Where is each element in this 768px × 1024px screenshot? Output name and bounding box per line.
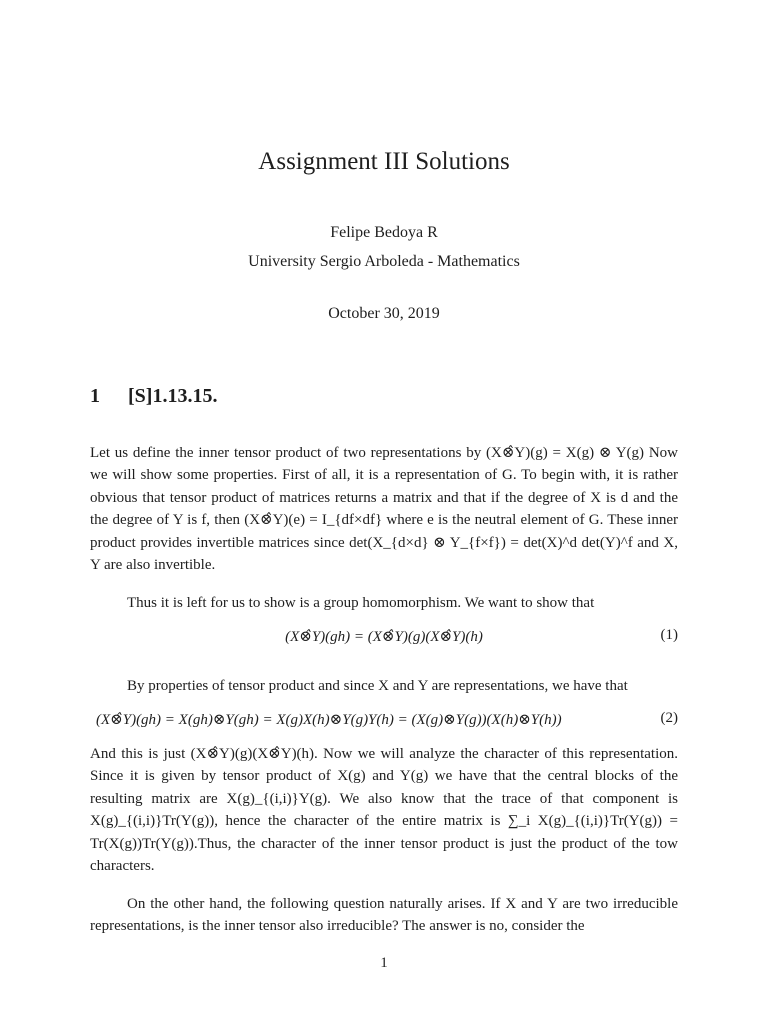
author-name: Felipe Bedoya R [330,224,438,241]
section-title: [S]1.13.15. [128,385,218,407]
section-heading [90,385,217,408]
equation-1-tag: (1) [660,627,678,643]
equation-1-expression: (X⊗̂Y)(gh) = (X⊗̂Y)(g)(X⊗̂Y)(h) [285,629,483,645]
author-affiliation: University Sergio Arboleda - Mathematics [248,253,520,270]
equation-1 [90,627,678,649]
equation-2-tag: (2) [660,710,678,726]
paragraph-definition: Let us define the inner tensor product of two representations by (X⊗̂Y)(g) = X(g) ⊗ Y(g) Now we will show some properties. First of all, it is a representation of G. To begin with, it is rather obvious that tensor product of matrices returns a matrix and that if the degree of X is d and the the degree of Y is f, then (X⊗̂Y)(e) = I_{df×df} where e is the neutral element of G. These inner product provides invertible matrices since det(X_{d×d} ⊗ Y_{f×f}) = det(X)^d det(Y)^f and X, Y are also invertible. [90,445,678,574]
document-date: October 30, 2019 [328,305,440,322]
equation-2 [90,710,678,732]
page-title: Assignment III Solutions [258,148,510,175]
equation-2-expression: (X⊗̂Y)(gh) = X(gh)⊗Y(gh) = X(g)X(h)⊗Y(g)Y(h) = (X(g)⊗Y(g))(X(h)⊗Y(h)) [96,712,562,728]
paragraph-irreducible: On the other hand, the following question naturally arises. If X and Y are two irreducible representations, is the inner tensor also irreducible? The answer is no, consider the [90,896,678,935]
page-number: 1 [380,955,388,971]
paragraph-tensor-properties: By properties of tensor product and since X and Y are representations, we have that [127,678,628,694]
paragraph-character: And this is just (X⊗̂Y)(g)(X⊗̂Y)(h). Now we will analyze the character of this representation. Since it is given by tensor product of X(g) and Y(g) we have that the central blocks of the resulting matrix are X(g)_{(i,i)}Y(g). We also know that the trace of that component is X(g)_{(i,i)}Tr(Y(g)), hence the character of the entire matrix is ∑_i X(g)_{(i,i)}Tr(Y(g)) = Tr(X(g))Tr(Y(g)).Thus, the character of the inner tensor product is just the product of the tow characters. [90,746,678,875]
paragraph-homomorphism: Thus it is left for us to show is a group homomorphism. We want to show that [127,595,595,611]
section-number: 1 [90,385,100,407]
